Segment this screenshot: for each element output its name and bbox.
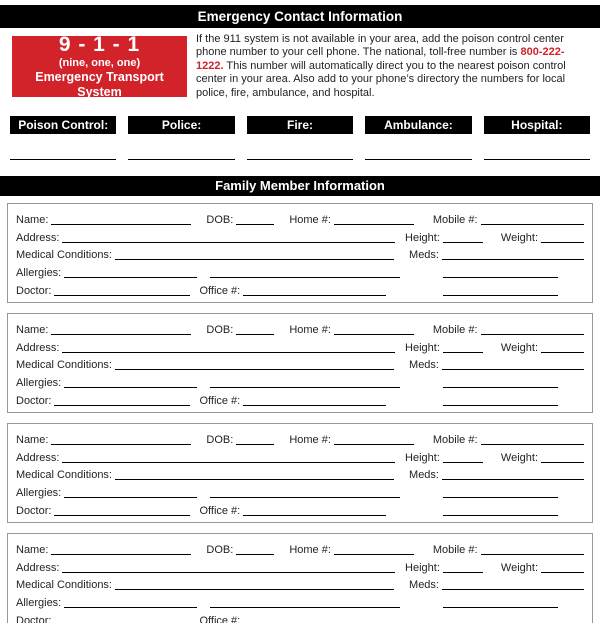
office-number-blank-line [243, 392, 386, 406]
height-label: Height: [405, 561, 440, 574]
address-blank-line [62, 229, 395, 243]
member-row-name [16, 208, 584, 226]
mobile-number-blank-line [481, 431, 584, 445]
office-number-label: Office #: [199, 285, 241, 298]
mobile-number-label: Mobile #: [432, 323, 478, 336]
meds-continuation-line-2 [443, 392, 558, 406]
mobile-number-label: Mobile #: [432, 543, 478, 556]
emergency-info-section [12, 33, 588, 100]
family-sections [0, 203, 600, 623]
meds-blank-line [442, 466, 584, 480]
home-number-blank-line [334, 541, 414, 555]
address-label: Address: [16, 341, 60, 354]
paragraph-text-before: If the 911 system is not available in your area, add the poison control center phone number to your cell phone. The national, toll-free number is [196, 33, 564, 59]
office-number-blank-line [243, 502, 386, 516]
mobile-number-label: Mobile #: [432, 213, 478, 226]
dob-label: DOB: [206, 433, 234, 446]
doctor-label: Doctor: [16, 614, 52, 623]
height-blank-line [443, 449, 483, 463]
height-label: Height: [405, 341, 440, 354]
office-number-label: Office #: [199, 395, 241, 407]
meds-label: Meds: [409, 469, 439, 482]
name-label: Name: [16, 433, 49, 446]
weight-label: Weight: [500, 561, 538, 574]
weight-blank-line [541, 449, 584, 463]
office-number-label: Office #: [199, 614, 241, 623]
police-blank-line [128, 159, 234, 160]
member-row-doctor [16, 609, 584, 623]
poison-control-blank-line [10, 159, 116, 160]
nine-one-one-badge [12, 33, 187, 99]
allergies-continuation-line [210, 374, 400, 388]
member-row-name [16, 318, 584, 336]
member-row-medical [16, 354, 584, 372]
doctor-blank-line [54, 282, 190, 296]
member-row-name [16, 428, 584, 446]
meds-label: Meds: [409, 249, 439, 262]
medical-conditions-blank-line [115, 356, 394, 370]
meds-continuation-line-2 [443, 502, 558, 516]
family-member-header [0, 176, 600, 196]
weight-blank-line [541, 559, 584, 573]
contact-label-police: Police: [128, 116, 234, 134]
emergency-contact-header [0, 5, 600, 28]
height-label: Height: [405, 231, 440, 244]
allergies-blank-line [64, 484, 197, 498]
doctor-label: Doctor: [16, 395, 52, 407]
member-row-address [16, 556, 584, 574]
dob-blank-line [236, 321, 274, 335]
member-row-address [16, 336, 584, 354]
member-card [7, 203, 593, 303]
allergies-label: Allergies: [16, 487, 62, 500]
allergies-blank-line [64, 594, 197, 608]
allergies-continuation-line [210, 594, 400, 608]
member-row-medical [16, 574, 584, 592]
meds-label: Meds: [409, 359, 439, 372]
meds-continuation-line-2 [443, 282, 558, 296]
medical-conditions-blank-line [115, 246, 394, 260]
address-label: Address: [16, 451, 60, 464]
ambulance-blank-line [365, 159, 471, 160]
name-label: Name: [16, 323, 49, 336]
home-number-label: Home #: [289, 543, 331, 556]
weight-blank-line [541, 339, 584, 353]
meds-continuation-line-2 [443, 612, 558, 623]
mobile-number-blank-line [481, 211, 584, 225]
meds-continuation-line-1 [443, 264, 558, 278]
member-row-address [16, 446, 584, 464]
allergies-blank-line [64, 264, 197, 278]
poison-control-paragraph [196, 33, 588, 100]
emergency-contact-title: Emergency Contact Information [197, 9, 403, 24]
doctor-label: Doctor: [16, 504, 52, 517]
medical-conditions-label: Medical Conditions: [16, 359, 112, 372]
address-label: Address: [16, 231, 60, 244]
home-number-blank-line [334, 321, 414, 335]
member-row-doctor [16, 279, 584, 297]
dob-label: DOB: [206, 213, 234, 226]
mobile-number-blank-line [481, 541, 584, 555]
doctor-blank-line [54, 392, 190, 406]
member-card [7, 533, 593, 623]
meds-continuation-line-1 [443, 594, 558, 608]
member-row-doctor [16, 499, 584, 517]
contact-blank-line-row [10, 159, 590, 160]
allergies-continuation-line [210, 484, 400, 498]
weight-label: Weight: [500, 451, 538, 464]
meds-continuation-line-1 [443, 484, 558, 498]
meds-label: Meds: [409, 579, 439, 592]
member-row-allergies [16, 591, 584, 609]
home-number-label: Home #: [289, 213, 331, 226]
height-blank-line [443, 229, 483, 243]
dob-blank-line [236, 431, 274, 445]
contact-label-fire: Fire: [247, 116, 353, 134]
height-label: Height: [405, 451, 440, 464]
weight-blank-line [541, 229, 584, 243]
member-row-allergies [16, 481, 584, 499]
member-row-allergies [16, 261, 584, 279]
meds-continuation-line-1 [443, 374, 558, 388]
office-number-blank-line [243, 612, 386, 623]
medical-conditions-blank-line [115, 576, 394, 590]
badge-number: 9 - 1 - 1 [58, 33, 141, 56]
doctor-blank-line [54, 612, 190, 623]
address-blank-line [62, 559, 395, 573]
contact-label-hospital: Hospital: [484, 116, 590, 134]
allergies-blank-line [64, 374, 197, 388]
meds-blank-line [442, 246, 584, 260]
meds-blank-line [442, 576, 584, 590]
dob-blank-line [236, 541, 274, 555]
badge-spelled: (nine, one, one) [58, 57, 141, 69]
name-label: Name: [16, 543, 49, 556]
office-number-label: Office #: [199, 504, 241, 517]
home-number-blank-line [334, 431, 414, 445]
badge-system-name: Emergency Transport System [35, 70, 164, 99]
allergies-label: Allergies: [16, 377, 62, 390]
mobile-number-blank-line [481, 321, 584, 335]
member-row-medical [16, 244, 584, 262]
member-row-allergies [16, 371, 584, 389]
contact-label-row [10, 116, 590, 134]
allergies-continuation-line [210, 264, 400, 278]
dob-label: DOB: [206, 323, 234, 336]
allergies-label: Allergies: [16, 597, 62, 610]
name-label: Name: [16, 213, 49, 226]
hospital-blank-line [484, 159, 590, 160]
home-number-label: Home #: [289, 433, 331, 446]
dob-label: DOB: [206, 543, 234, 556]
dob-blank-line [236, 211, 274, 225]
member-row-name [16, 538, 584, 556]
address-blank-line [62, 339, 395, 353]
allergies-label: Allergies: [16, 267, 62, 280]
medical-conditions-label: Medical Conditions: [16, 579, 112, 592]
doctor-blank-line [54, 502, 190, 516]
mobile-number-label: Mobile #: [432, 433, 478, 446]
poison-control-phone-number: 800-222-1222. [196, 46, 565, 72]
member-card [7, 423, 593, 523]
meds-blank-line [442, 356, 584, 370]
weight-label: Weight: [500, 231, 538, 244]
medical-conditions-label: Medical Conditions: [16, 249, 112, 262]
name-blank-line [51, 321, 191, 335]
doctor-label: Doctor: [16, 285, 52, 298]
home-number-blank-line [334, 211, 414, 225]
home-number-label: Home #: [289, 323, 331, 336]
address-label: Address: [16, 561, 60, 574]
fire-blank-line [247, 159, 353, 160]
member-card [7, 313, 593, 413]
name-blank-line [51, 431, 191, 445]
name-blank-line [51, 541, 191, 555]
office-number-blank-line [243, 282, 386, 296]
member-row-medical [16, 464, 584, 482]
address-blank-line [62, 449, 395, 463]
family-member-title: Family Member Information [215, 178, 385, 194]
paragraph-text-after: This number will automatically direct you to the nearest poison control center in your area. Also add to your phone’s directory the numbers for local police, fire, ambulance, and hospital. [196, 59, 566, 99]
height-blank-line [443, 559, 483, 573]
weight-label: Weight: [500, 341, 538, 354]
height-blank-line [443, 339, 483, 353]
member-row-doctor [16, 389, 584, 407]
contact-label-ambulance: Ambulance: [365, 116, 471, 134]
contact-label-poison-control: Poison Control: [10, 116, 116, 134]
member-row-address [16, 226, 584, 244]
medical-conditions-label: Medical Conditions: [16, 469, 112, 482]
medical-conditions-blank-line [115, 466, 394, 480]
name-blank-line [51, 211, 191, 225]
